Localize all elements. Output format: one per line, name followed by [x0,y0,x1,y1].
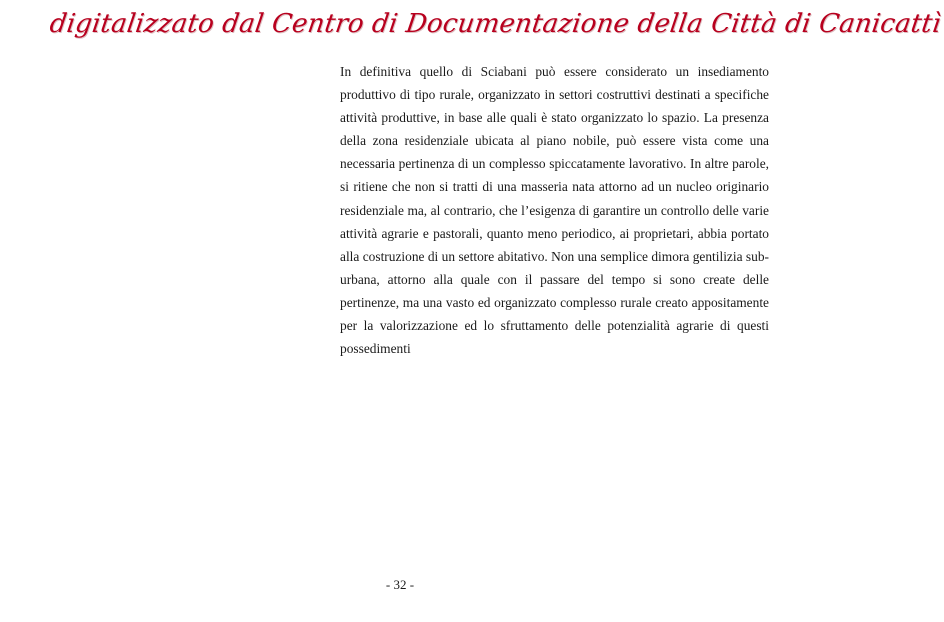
digitization-watermark: digitalizzato dal Centro di Documentazione della Città di Canicattì [47,9,943,39]
body-paragraph: In definitiva quello di Sciabani può essere considerato un insediamento produttivo di tipo rurale, organizzato in settori costruttivi destinati a specifiche attività produttive, in base alle quali è stato organizzato lo spazio. La presenza della zona residenziale ubicata al piano nobile, può essere vista come una necessaria pertinenza di un complesso spiccatamente lavorativo. In altre parole, si ritiene che non si tratti di una masseria nata attorno ad un nucleo originario residenziale ma, al contrario, che l’esigenza di garantire un controllo delle varie attività agrarie e pastorali, quanto meno periodico, ai proprietari, abbia portato alla costruzione di un settore abitativo. Non una semplice dimora gentilizia sub-urbana, attorno alla quale con il passare del tempo si sono create delle pertinenze, ma una vasto ed organizzato complesso rurale creato appositamente per la valorizzazione ed lo sfruttamento delle potenzialità agrarie di questi possedimenti [340,64,769,357]
page-number: - 32 - [385,577,415,592]
